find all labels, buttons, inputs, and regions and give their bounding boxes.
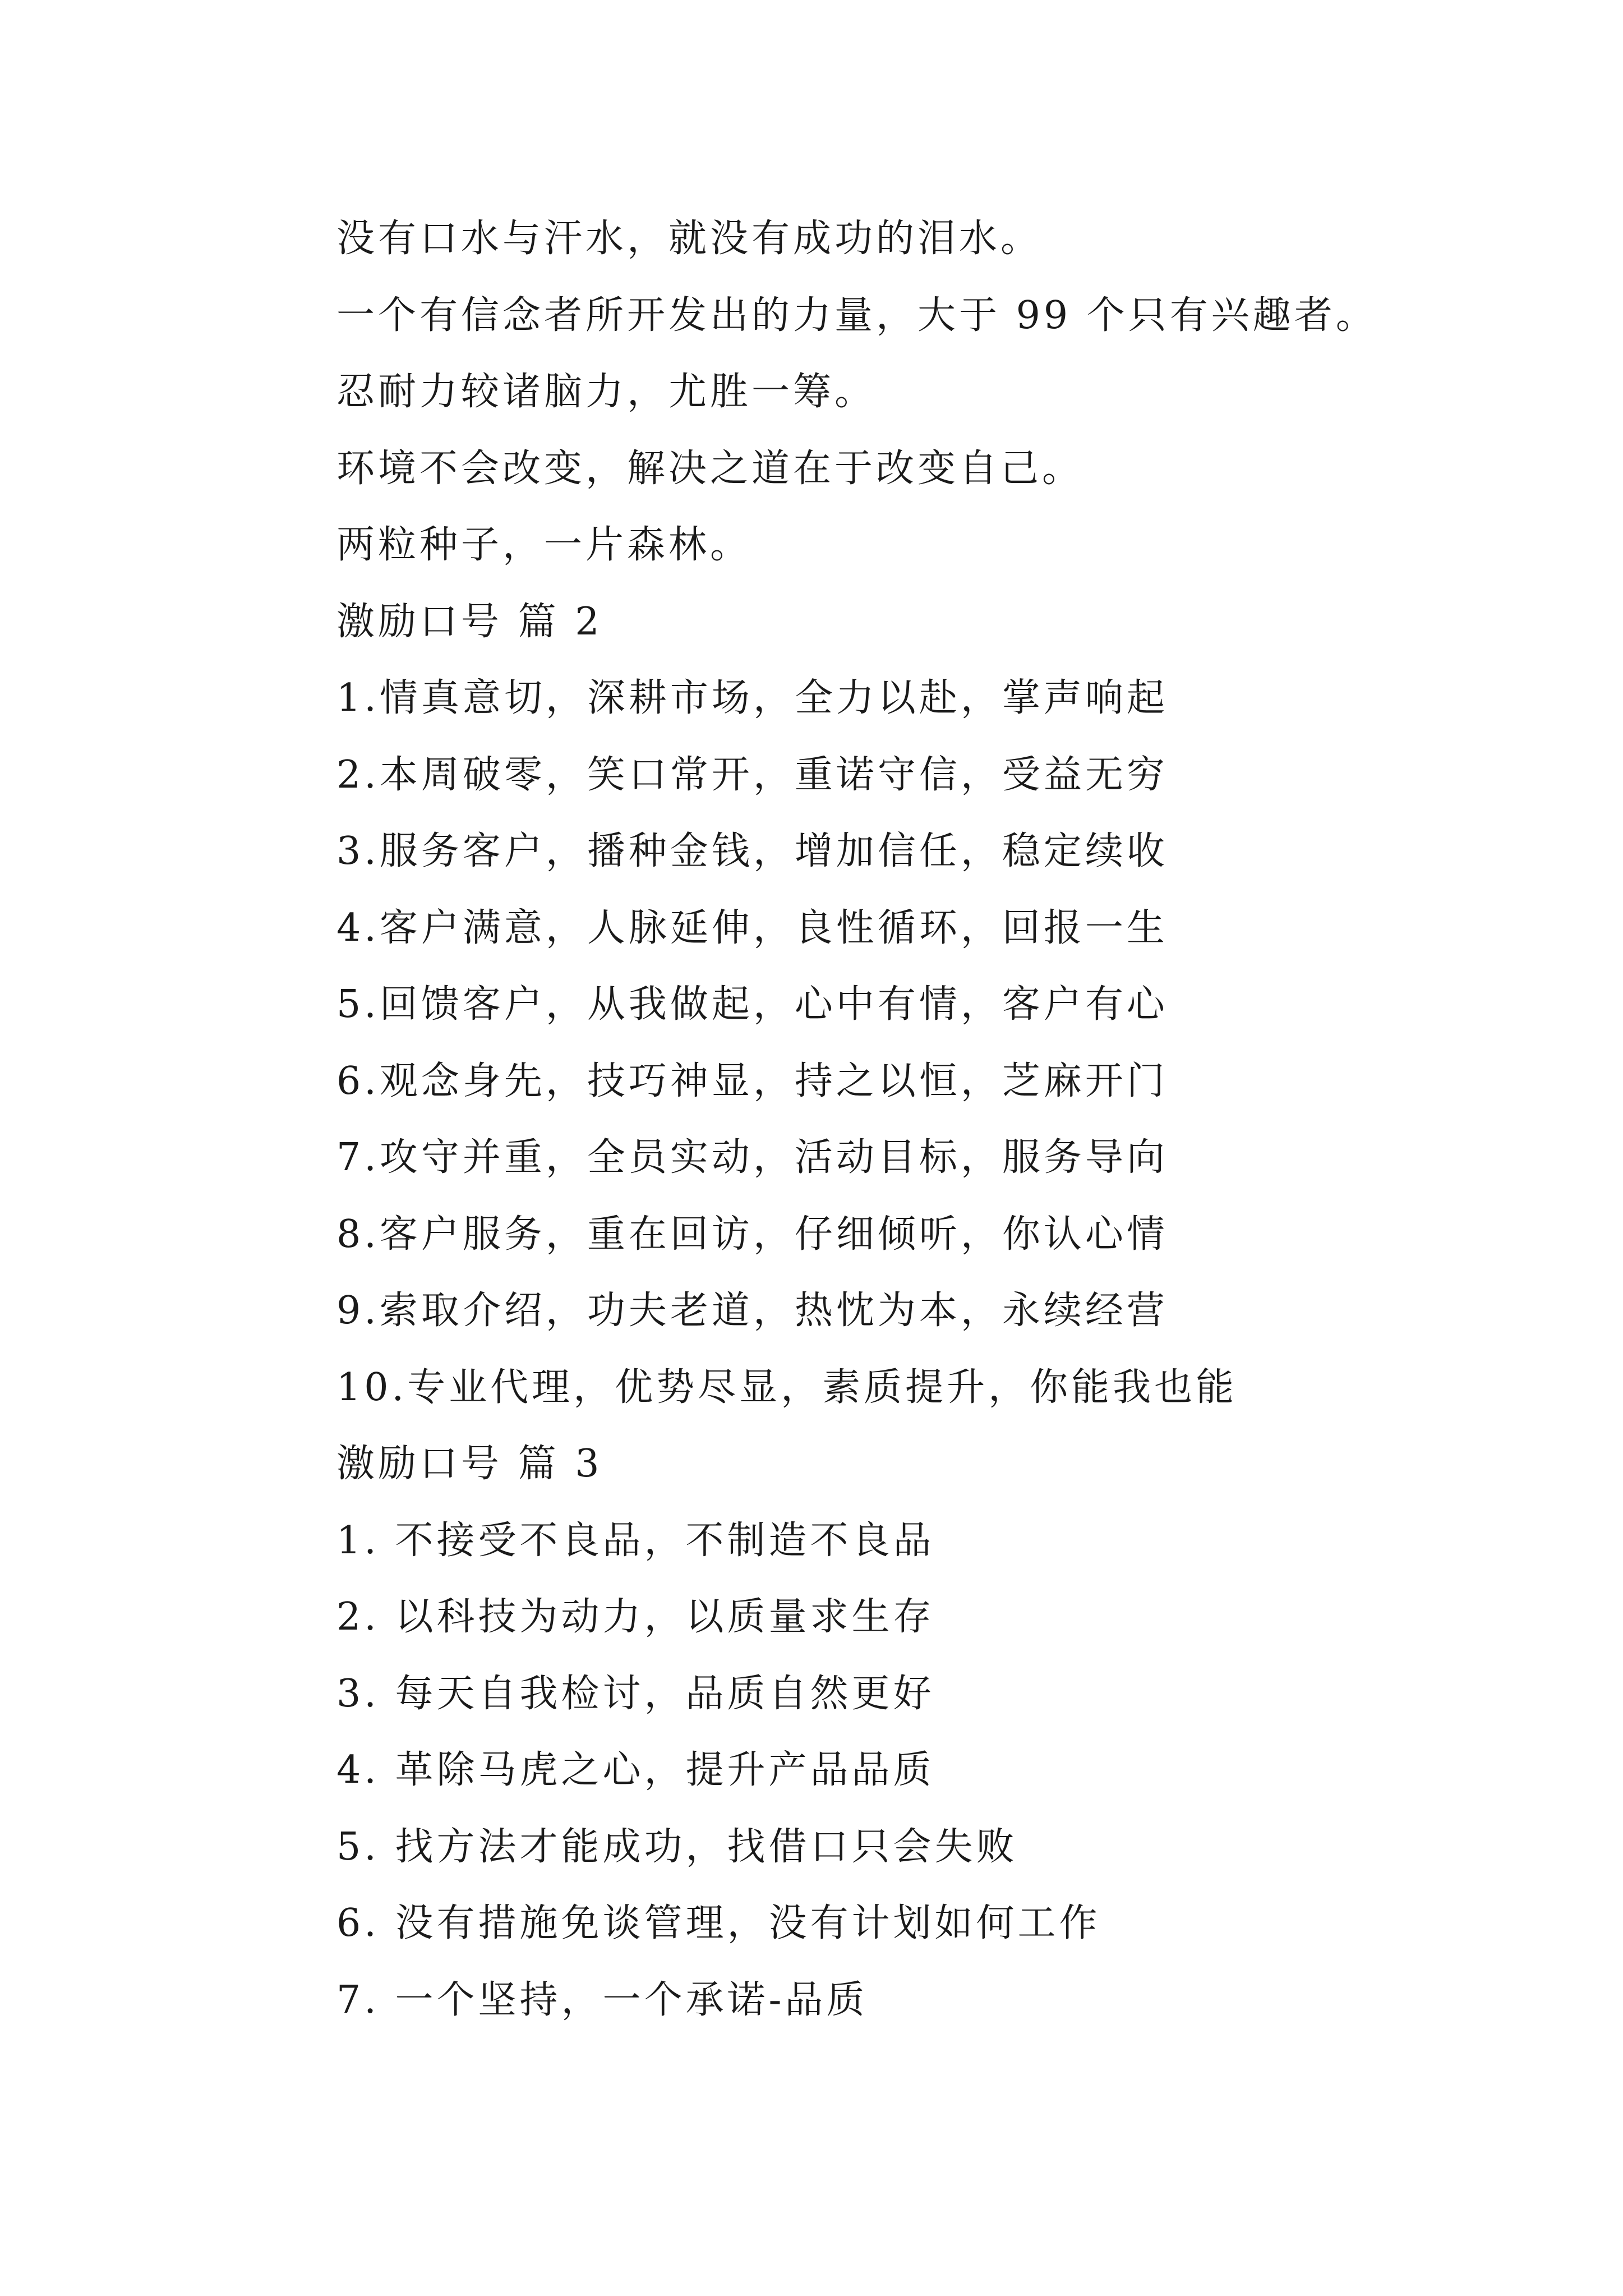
text-line: 两粒种子，一片森林。 bbox=[336, 523, 752, 567]
list-item: 1. 不接受不良品，不制造不良品 bbox=[336, 1518, 935, 1563]
section-heading: 激励口号 篇 3 bbox=[336, 1442, 603, 1486]
list-item: 10.专业代理，优势尽显，素质提升，你能我也能 bbox=[336, 1365, 1238, 1410]
list-item: 2. 以科技为动力，以质量求生存 bbox=[336, 1595, 935, 1639]
document-body bbox=[336, 218, 1570, 2055]
list-item: 9.索取介绍，功夫老道，热忱为本，永续经营 bbox=[336, 1289, 1168, 1333]
list-item: 2.本周破零，笑口常开，重诺守信，受益无穷 bbox=[336, 752, 1168, 797]
list-item: 3.服务客户，播种金钱，增加信任，稳定续收 bbox=[336, 829, 1168, 873]
text-line: 忍耐力较诸脑力，尤胜一筹。 bbox=[336, 370, 877, 414]
list-item: 3. 每天自我检讨，品质自然更好 bbox=[336, 1671, 935, 1716]
list-item: 7.攻守并重，全员实动，活动目标，服务导向 bbox=[336, 1135, 1168, 1180]
list-item: 4.客户满意，人脉延伸，良性循环，回报一生 bbox=[336, 905, 1168, 950]
list-item: 6.观念身先，技巧神显，持之以恒，芝麻开门 bbox=[336, 1059, 1168, 1103]
list-item: 8.客户服务，重在回访，仔细倾听，你认心情 bbox=[336, 1212, 1168, 1257]
text-line: 没有口水与汗水，就没有成功的泪水。 bbox=[336, 217, 1043, 261]
list-item: 1.情真意切，深耕市场，全力以赴，掌声响起 bbox=[336, 676, 1168, 720]
section-heading: 激励口号 篇 2 bbox=[336, 599, 603, 644]
list-item: 5. 找方法才能成功，找借口只会失败 bbox=[336, 1824, 1018, 1869]
text-line: 一个有信念者所开发出的力量，大于 99 个只有兴趣者。 bbox=[336, 293, 1377, 338]
list-item: 5.回馈客户，从我做起，心中有情，客户有心 bbox=[336, 982, 1168, 1027]
list-item: 7. 一个坚持，一个承诺-品质 bbox=[336, 1977, 868, 2022]
text-line: 环境不会改变，解决之道在于改变自己。 bbox=[336, 446, 1084, 491]
list-item: 4. 革除马虎之心，提升产品品质 bbox=[336, 1748, 935, 1792]
list-item: 6. 没有措施免谈管理，没有计划如何工作 bbox=[336, 1901, 1101, 1945]
